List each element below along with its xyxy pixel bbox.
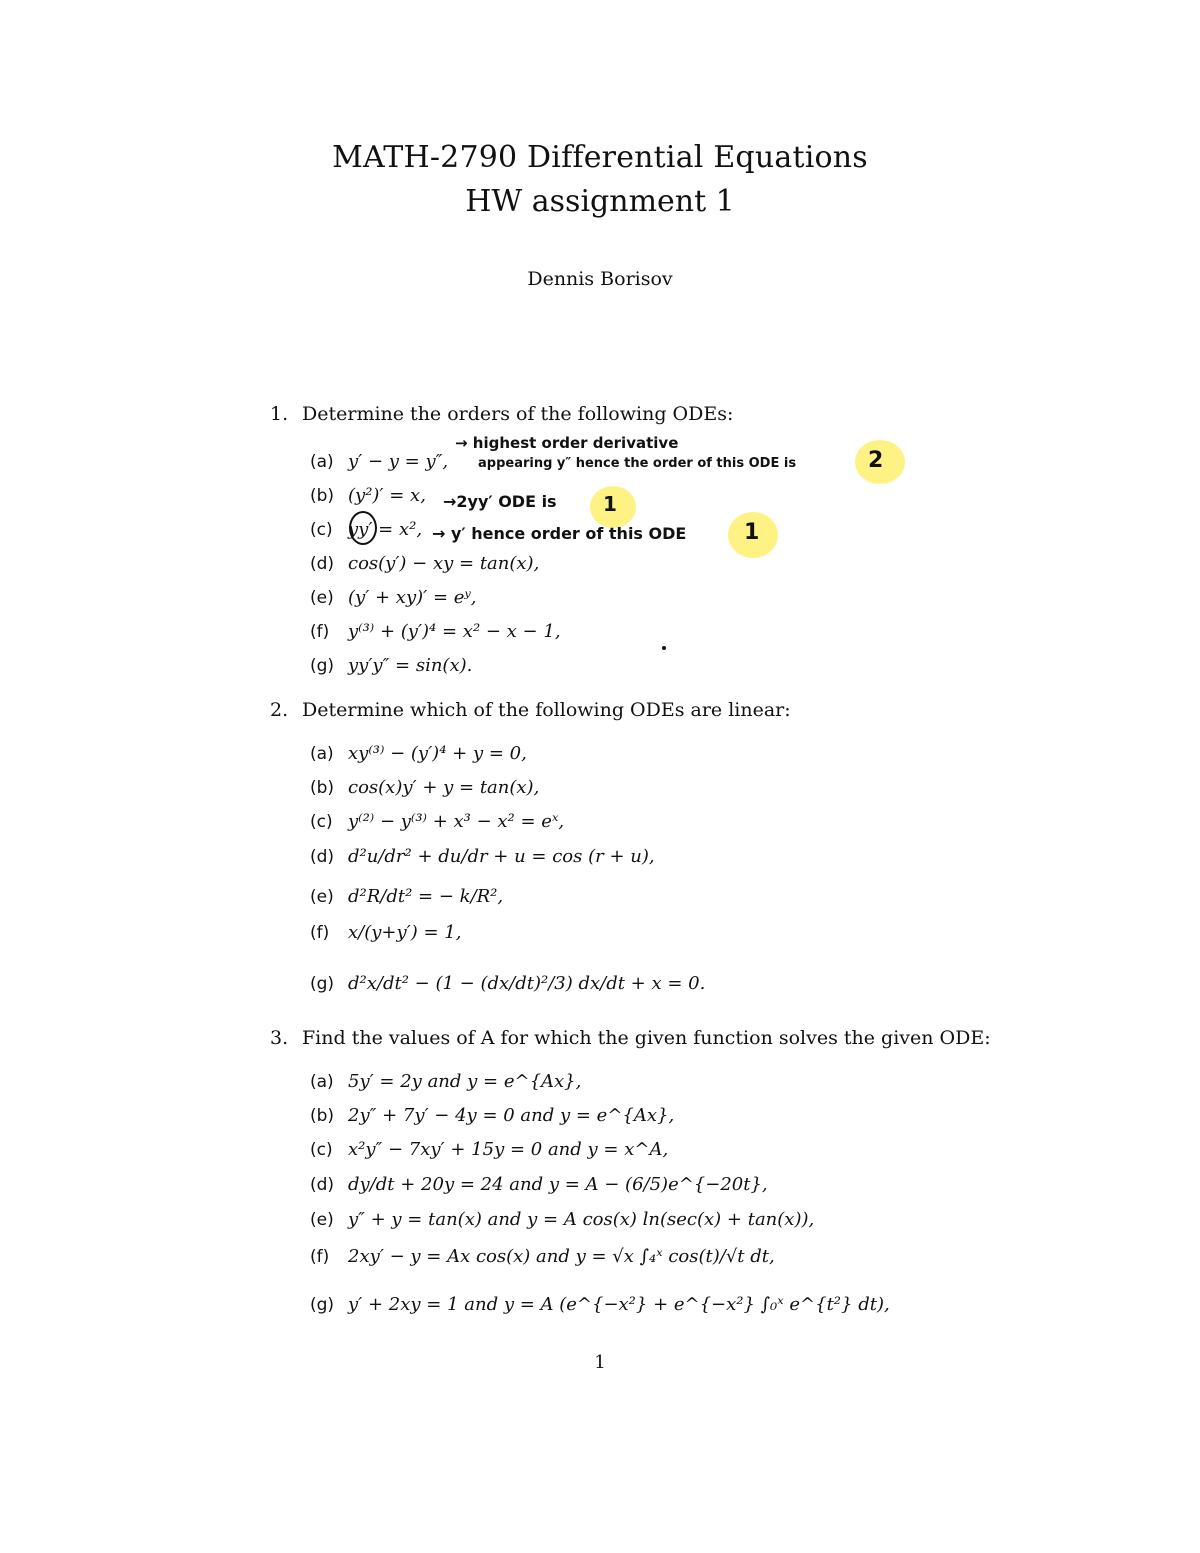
problem-3-item-c: (c) x²y″ − 7xy′ + 15y = 0 and y = x^A, (310, 1139, 669, 1160)
ink-dot (662, 646, 666, 650)
problem-3-item-b: (b) 2y″ + 7y′ − 4y = 0 and y = e^{Ax}, (310, 1105, 675, 1126)
handwritten-note: →2yy′ ODE is (443, 492, 557, 511)
handwritten-value: 1 (603, 492, 617, 516)
problem-3-prompt (270, 1027, 991, 1049)
author-name: Dennis Borisov (527, 268, 673, 290)
problem-1-item-f: (f) y⁽³⁾ + (y′)⁴ = x² − x − 1, (310, 621, 561, 642)
problem-1-item-a: (a) y′ − y = y″, (310, 451, 449, 472)
problem-2-item-g: (g) d²x/dt² − (1 − (dx/dt)²/3) dx/dt + x = 0. (310, 973, 706, 994)
problem-1-prompt (270, 403, 733, 425)
problem-1-item-c: (c) yy′ = x², (310, 519, 423, 540)
problem-number: 3. (270, 1027, 289, 1049)
problem-3-item-a: (a) 5y′ = 2y and y = e^{Ax}, (310, 1071, 582, 1092)
problem-3-item-d: (d) dy/dt + 20y = 24 and y = A − (6/5)e^{−20t}, (310, 1174, 768, 1195)
handwritten-note: appearing y″ hence the order of this ODE is (478, 456, 797, 471)
problem-1-item-e: (e) (y′ + xy)′ = eʸ, (310, 587, 477, 608)
problem-2-item-c: (c) y⁽²⁾ − y⁽³⁾ + x³ − x² = eˣ, (310, 811, 565, 832)
problem-2-item-a: (a) xy⁽³⁾ − (y′)⁴ + y = 0, (310, 743, 527, 764)
problem-number: 2. (270, 699, 289, 721)
document-subtitle: HW assignment 1 (465, 184, 735, 219)
problem-3-item-g: (g) y′ + 2xy = 1 and y = A (e^{−x²} + e^{−x²} ∫₀ˣ e^{t²} dt), (310, 1294, 890, 1315)
handwritten-note: → y′ hence order of this ODE (432, 524, 687, 543)
handwritten-value: 2 (868, 448, 884, 473)
problem-2-item-f: (f) x/(y+y′) = 1, (310, 922, 462, 943)
problem-2-item-d: (d) d²u/dr² + du/dr + u = cos (r + u), (310, 846, 655, 867)
handwritten-note: → highest order derivative (455, 434, 679, 452)
problem-1-item-b: (b) (y²)′ = x, (310, 485, 426, 506)
problem-text: Find the values of A for which the given function solves the given ODE: (302, 1027, 991, 1049)
problem-2-item-e: (e) d²R/dt² = − k/R², (310, 886, 504, 907)
document-title: MATH-2790 Differential Equations (332, 140, 868, 175)
page-number: 1 (594, 1352, 606, 1373)
problem-1-item-d: (d) cos(y′) − xy = tan(x), (310, 553, 540, 574)
problem-text: Determine the orders of the following ODEs: (302, 403, 734, 425)
problem-2-prompt (270, 699, 791, 721)
problem-1-item-g: (g) yy′y″ = sin(x). (310, 655, 473, 676)
problem-3-item-f: (f) 2xy′ − y = Ax cos(x) and y = √x ∫₄ˣ cos(t)/√t dt, (310, 1246, 775, 1267)
problem-2-item-b: (b) cos(x)y′ + y = tan(x), (310, 777, 540, 798)
handwritten-value: 1 (744, 520, 760, 545)
handwritten-circle (349, 511, 377, 545)
problem-3-item-e: (e) y″ + y = tan(x) and y = A cos(x) ln(sec(x) + tan(x)), (310, 1209, 815, 1230)
problem-number: 1. (270, 403, 289, 425)
problem-text: Determine which of the following ODEs are linear: (302, 699, 791, 721)
